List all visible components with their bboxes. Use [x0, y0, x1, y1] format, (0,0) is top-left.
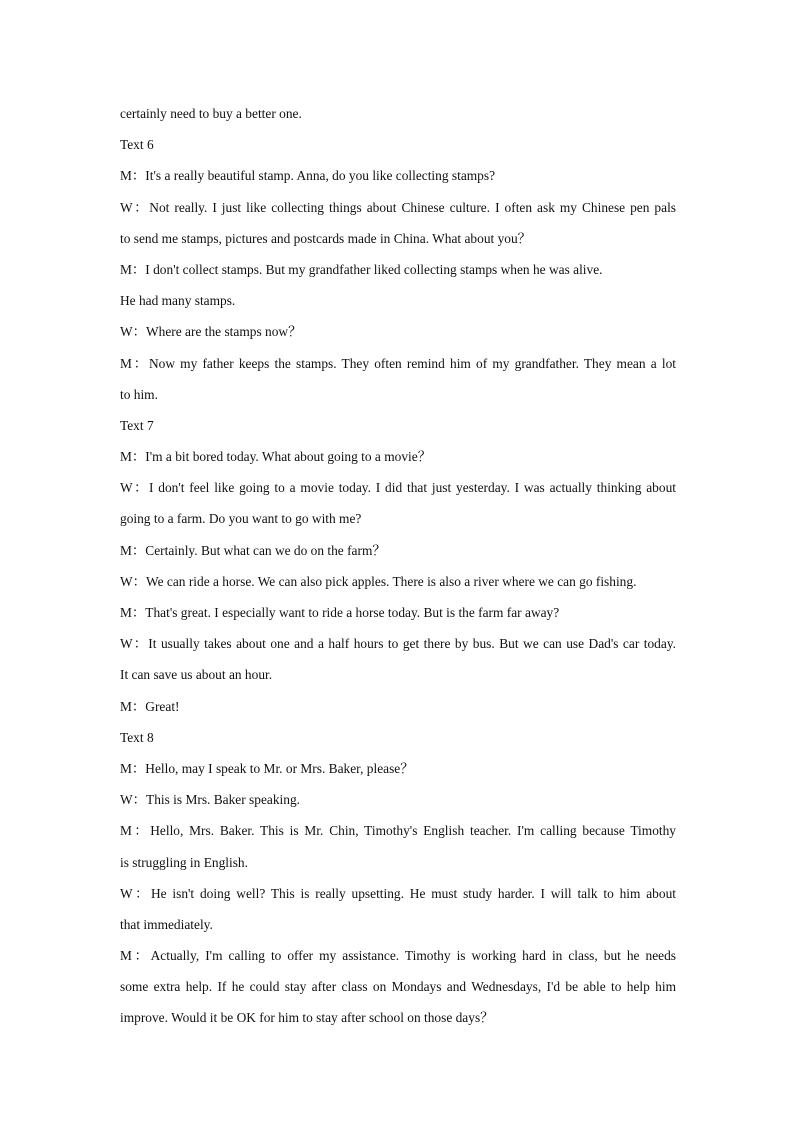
- dialogue-line: W：Where are the stamps now？: [120, 324, 302, 340]
- dialogue-line: M：Hello, Mrs. Baker. This is Mr. Chin, Timothy's English teacher. I'm calling because Timothy: [120, 823, 676, 839]
- dialogue-line: M：Actually, I'm calling to offer my assistance. Timothy is working hard in class, but he needs: [120, 948, 676, 964]
- section-heading-text-8: Text 8: [120, 729, 154, 745]
- dialogue-line-continued: It can save us about an hour.: [120, 667, 273, 683]
- dialogue-line: W：Not really. I just like collecting things about Chinese culture. I often ask my Chinese pen pals: [120, 199, 676, 215]
- dialogue-line-continued: to send me stamps, pictures and postcards made in China. What about you？: [120, 230, 532, 246]
- dialogue-line: W：We can ride a horse. We can also pick apples. There is also a river where we can go fishing.: [120, 573, 637, 589]
- dialogue-line: W：He isn't doing well? This is really upsetting. He must study harder. I will talk to him about: [120, 885, 676, 901]
- dialogue-line-continued: improve. Would it be OK for him to stay after school on those days？: [120, 1010, 494, 1026]
- section-heading-text-7: Text 7: [120, 417, 154, 433]
- dialogue-line-continued: going to a farm. Do you want to go with me?: [120, 511, 362, 527]
- dialogue-line: M：It's a really beautiful stamp. Anna, do you like collecting stamps?: [120, 168, 496, 184]
- dialogue-line-continued: some extra help. If he could stay after class on Mondays and Wednesdays, I'd be able to help him: [120, 979, 676, 995]
- dialogue-line: M：That's great. I especially want to ride a horse today. But is the farm far away?: [120, 605, 560, 620]
- dialogue-line-continued: He had many stamps.: [120, 293, 236, 309]
- dialogue-line: W：It usually takes about one and a half hours to get there by bus. But we can use Dad's car today.: [120, 636, 676, 652]
- dialogue-line: M：Hello, may I speak to Mr. or Mrs. Baker, please？: [120, 760, 414, 776]
- dialogue-line-continued: is struggling in English.: [120, 854, 248, 870]
- dialogue-line: M：I'm a bit bored today. What about going to a movie？: [120, 449, 432, 465]
- dialogue-line: M：I don't collect stamps. But my grandfather liked collecting stamps when he was alive.: [120, 261, 603, 277]
- dialogue-line: M：Now my father keeps the stamps. They often remind him of my grandfather. They mean a lot: [120, 355, 676, 371]
- dialogue-line: W：This is Mrs. Baker speaking.: [120, 792, 301, 808]
- dialogue-line: W：I don't feel like going to a movie today. I did that just yesterday. I was actually thinking about: [120, 480, 676, 496]
- dialogue-line: M：Great!: [120, 698, 180, 714]
- section-heading-text-6: Text 6: [120, 137, 154, 153]
- dialogue-transcript: [120, 98, 676, 1034]
- dialogue-line-continued: to him.: [120, 386, 158, 402]
- dialogue-line-continued: that immediately.: [120, 916, 213, 932]
- dialogue-line: M：Certainly. But what can we do on the farm？: [120, 542, 386, 558]
- text-line: certainly need to buy a better one.: [120, 106, 302, 121]
